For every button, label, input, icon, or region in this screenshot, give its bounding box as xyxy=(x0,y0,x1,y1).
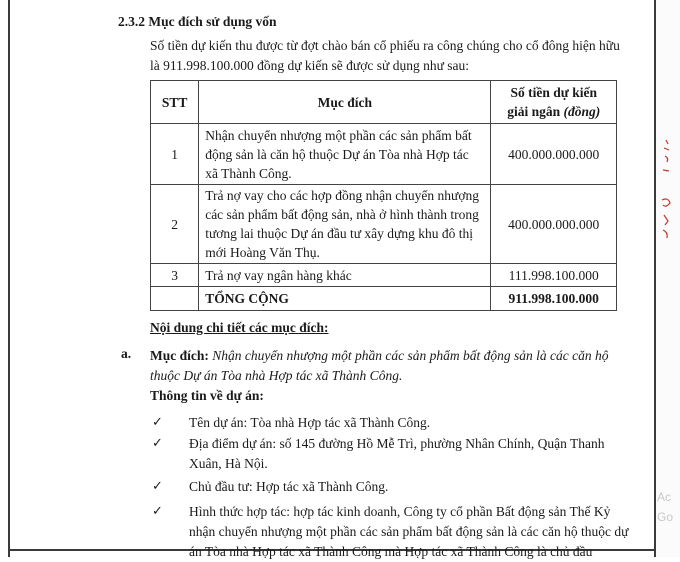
check-icon: ✓ xyxy=(152,415,163,430)
check-icon: ✓ xyxy=(152,504,163,519)
activation-watermark xyxy=(657,487,673,527)
row-stt: 1 xyxy=(151,124,199,185)
header-amount xyxy=(491,81,617,124)
watermark-line1: Ac xyxy=(657,490,672,504)
row-amount: 400.000.000.000 xyxy=(491,124,617,185)
total-label: TỔNG CỘNG xyxy=(199,287,491,311)
allocation-table xyxy=(150,80,617,311)
watermark-line2: Go xyxy=(657,510,674,524)
table-header-row xyxy=(151,81,617,124)
row-amount: 111.998.100.000 xyxy=(491,264,617,287)
row-purpose: Trả nợ vay cho các hợp đồng nhận chuyển nhượng các sản phẩm bất động sản, nhà ở hình thành trong tương lai thuộc Dự án đầu tư xây dựng khu đô thị mới Hoàng Văn Thụ. xyxy=(199,185,491,264)
table-row xyxy=(151,264,617,287)
item-a-label: Mục đích: xyxy=(150,348,209,363)
section-intro: Số tiền dự kiến thu được từ đợt chào bán cổ phiếu ra công chúng cho cổ đông hiện hữu là 911.998.100.000 đồng dự kiến sẽ được sử dụng như sau: xyxy=(150,38,620,73)
header-amount-line1: Số tiền dự kiến xyxy=(510,85,597,100)
row-stt: 3 xyxy=(151,264,199,287)
page-border-left xyxy=(8,0,10,557)
right-margin xyxy=(656,0,680,557)
section-heading: 2.3.2 Mục đích sử dụng vốn xyxy=(118,14,277,29)
bullet-text: Chủ đầu tư: Hợp tác xã Thành Công. xyxy=(189,479,389,494)
row-purpose: Trả nợ vay ngân hàng khác xyxy=(199,264,491,287)
total-stt-cell xyxy=(151,287,199,311)
item-a-text: Nhận chuyển nhượng một phần các sản phẩm bất động sản là các căn hộ thuộc Dự án Tòa nhà Hợp tác xã Thành Công. xyxy=(150,348,609,383)
header-amount-line2: giải ngân xyxy=(507,104,561,119)
bullet-text: Tên dự án: Tòa nhà Hợp tác xã Thành Công. xyxy=(189,415,431,430)
bullet-text: Địa điểm dự án: số 145 đường Hồ Mễ Trì, phường Nhân Chính, Quận Thanh Xuân, Hà Nội. xyxy=(189,436,605,471)
row-purpose: Nhận chuyển nhượng một phần các sản phẩm bất động sản là căn hộ thuộc Dự án Tòa nhà Hợp tác xã Thành Công. xyxy=(199,124,491,185)
check-icon: ✓ xyxy=(152,479,163,494)
handwritten-annotation xyxy=(658,130,678,260)
table-row xyxy=(151,185,617,264)
header-amount-unit: (đồng) xyxy=(563,104,601,119)
header-stt: STT xyxy=(151,81,199,124)
item-a-marker: a. xyxy=(121,346,132,361)
row-stt: 2 xyxy=(151,185,199,264)
table-total-row xyxy=(151,287,617,311)
bullet-text: Hình thức hợp tác: hợp tác kinh doanh, Công ty cổ phần Bất động sản Thế Kỷ nhận chuyển nhượng một phần các sản phẩm bất động sản là các căn hộ thuộc dự án Tòa nhà Hợp tác xã Thành Công mà Hợp tác xã Thành Công là chủ đầu xyxy=(189,504,629,559)
item-a-paragraph xyxy=(150,346,630,386)
row-amount: 400.000.000.000 xyxy=(491,185,617,264)
total-amount: 911.998.100.000 xyxy=(491,287,617,311)
check-icon: ✓ xyxy=(152,436,163,451)
project-info-title: Thông tin về dự án: xyxy=(150,388,264,403)
table-row xyxy=(151,124,617,185)
details-title: Nội dung chi tiết các mục đích: xyxy=(150,320,329,335)
header-purpose: Mục đích xyxy=(199,81,491,124)
